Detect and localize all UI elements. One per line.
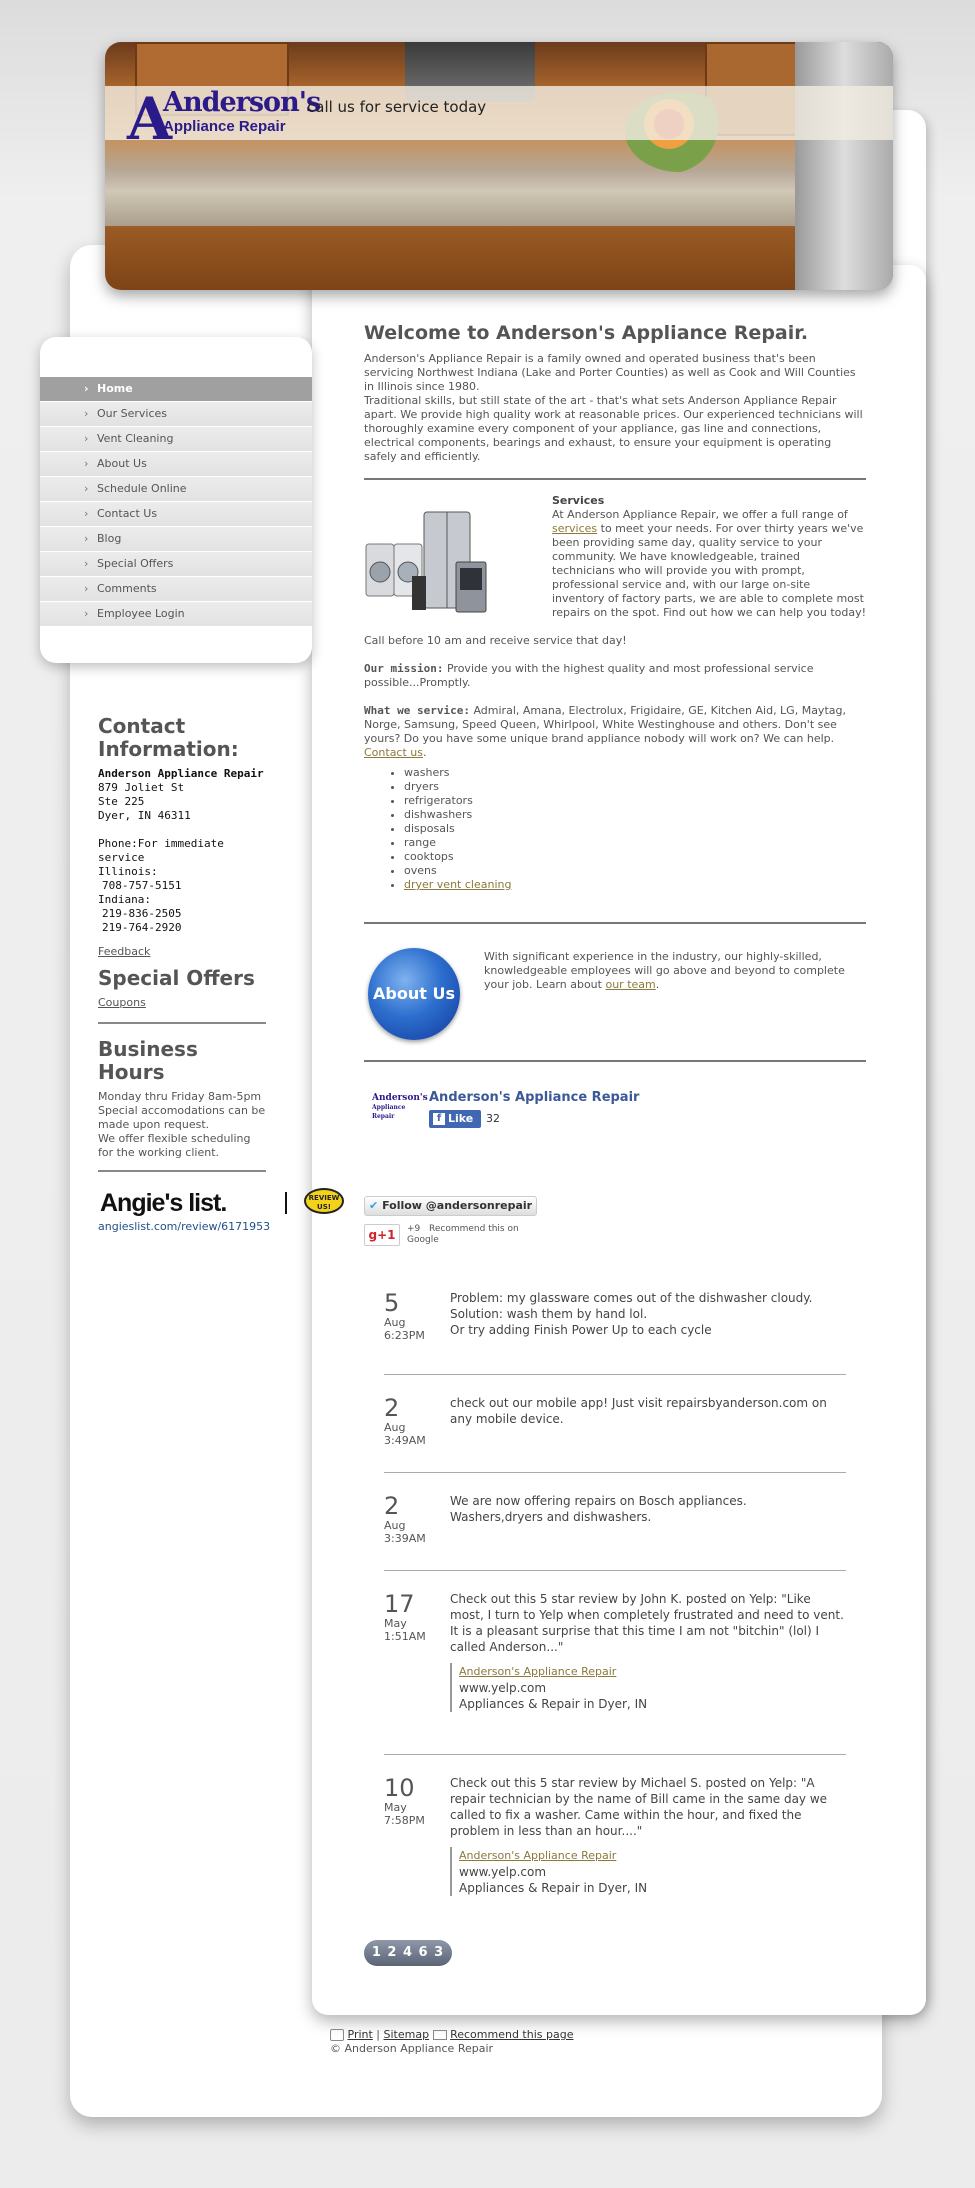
- illinois-phone[interactable]: 708-757-5151: [102, 879, 182, 892]
- call-before-note: Call before 10 am and receive service that day!: [364, 634, 627, 647]
- company-name: Anderson Appliance Repair: [98, 767, 264, 780]
- list-item: 5 Aug 6:23PM Problem: my glassware comes out of the dishwasher cloudy. Solution: wash them by hand lol. Or try adding Finish Power Up to each cycle: [384, 1290, 846, 1375]
- blog-feed: [384, 1290, 846, 1915]
- mission-label: Our mission:: [364, 662, 444, 675]
- pagination[interactable]: 1 2 4 6 3: [364, 1940, 452, 1966]
- address-line-2: Ste 225: [98, 795, 145, 808]
- nav-item-special-offers[interactable]: › Special Offers: [40, 552, 312, 577]
- business-hours-title: Business Hours: [98, 1037, 198, 1084]
- content-divider: [364, 478, 866, 480]
- print-icon: [330, 2029, 344, 2041]
- list-item: • disposals: [404, 822, 866, 836]
- list-item: • washers: [404, 766, 866, 780]
- services-link[interactable]: services: [552, 522, 598, 535]
- about-text: With significant experience in the industry, our highly-skilled, knowledgeable employees will go above and beyond to complete your job. Learn about: [484, 950, 845, 991]
- site-header: [105, 42, 893, 290]
- we-service-label: What we service:: [364, 704, 470, 717]
- illinois-label: Illinois:: [98, 865, 158, 878]
- contact-us-link[interactable]: Contact us: [364, 746, 423, 759]
- list-item: • range: [404, 836, 866, 850]
- address-line-3: Dyer, IN 46311: [98, 809, 191, 822]
- our-team-link[interactable]: our team: [605, 978, 656, 991]
- yelp-business-link[interactable]: Anderson's Appliance Repair: [459, 1665, 617, 1678]
- services-text-post: to meet your needs. For over thirty years we've been providing same day, quality service to your community. We have knowledgeable, trained technicians who will provide you with prompt, professional service and, with our large on-site inventory of factory parts, we are able to complete most repairs on the spot. Find out how we can help you today!: [552, 522, 866, 619]
- indiana-label: Indiana:: [98, 893, 151, 906]
- list-item: • dishwashers: [404, 808, 866, 822]
- main-content: Welcome to Anderson's Appliance Repair. Anderson's Appliance Repair is a family owned and operated business that's been servicing Northwest Indiana (Lake and Porter Counties) as well as Cook and Will Counties in Illinois since 1980. Traditional skills, but still state of the art - that's what sets Anderson Appliance Repair apart. We provide high quality work at reasonable prices. Our experienced technicians will thoroughly examine every component of your appliance, gas line and connections, electrical components, bearings and exhaust, to ensure your equipment is operating safely and efficiently. Services At Anderson Appliance Repair, we offer a full range of services to meet your needs. For over thirty years we've been providing same day, quality service to your community. We have knowledgeable, trained technicians who will provide you with prompt, professional service and, with our large on-site inventory of factory parts, we are able to complete most repairs on the spot. Find out how we can help you today! Call before 10 am and receive service that day! Our mission: Provide you with the highest quality and most professional service possible...Promptly. What we service: Admiral, Amana, Electrolux, Frigidaire, GE, Kitchen Aid, LG, Maytag, Norge, Samsung, Speed Queen, Whirlpool, White Westinghouse and others. Don't see yours? Do you have some unique brand appliance nobody will work on? We can help. Contact us. • washers • dryers • refrigerators • dishwashers • disposals • range • cooktops • ovens • dryer vent cleaning About Us With significant experience in the industry, our highly-skilled, knowledgeable employees will go above and beyond to complete your job. Learn about our team. Anderson's Appliance Repair Anderson's Appliance Repair f Like 32 ✔ Follow @andersonrepair g+1 +9 Recommend this on Google: [364, 322, 866, 1254]
- about-us-badge[interactable]: [368, 948, 460, 1040]
- google-plus-button[interactable]: g+1: [364, 1224, 400, 1246]
- nav-item-comments[interactable]: › Comments: [40, 577, 312, 602]
- indiana-phone-1[interactable]: 219-836-2505: [102, 907, 182, 920]
- about-us-badge-label: About Us: [373, 984, 455, 1003]
- nav-item-employee-login[interactable]: › Employee Login: [40, 602, 312, 627]
- hours-line-3: We offer flexible scheduling for the working client.: [98, 1132, 251, 1159]
- post-date: 2 Aug 3:49AM: [384, 1394, 426, 1447]
- list-item: • dryers: [404, 780, 866, 794]
- sidebar-divider: [98, 1022, 266, 1024]
- yelp-business-link[interactable]: Anderson's Appliance Repair: [459, 1849, 617, 1862]
- envelope-icon: [433, 2030, 447, 2040]
- sidebar-divider: [98, 1170, 266, 1172]
- facebook-icon: f: [433, 1113, 445, 1125]
- facebook-like-button[interactable]: f Like: [429, 1110, 481, 1128]
- site-logo[interactable]: A Anderson's Appliance Repair: [127, 85, 321, 153]
- service-list: [364, 766, 866, 892]
- content-divider: [364, 1060, 866, 1062]
- nav-panel: [40, 337, 312, 663]
- nav-item-our-services[interactable]: › Our Services: [40, 402, 312, 427]
- content-divider: [364, 922, 866, 924]
- facebook-page-name[interactable]: Anderson's Appliance Repair: [429, 1090, 640, 1105]
- feedback-link[interactable]: Feedback: [98, 945, 151, 958]
- nav-item-contact-us[interactable]: › Contact Us: [40, 502, 312, 527]
- nav-item-schedule-online[interactable]: › Schedule Online: [40, 477, 312, 502]
- list-item: 2 Aug 3:49AM check out our mobile app! Just visit repairsbyanderson.com on any mobile device.: [384, 1395, 846, 1473]
- nav-item-home[interactable]: › Home: [40, 377, 312, 402]
- hours-line-1: Monday thru Friday 8am-5pm: [98, 1090, 262, 1103]
- page-title: Welcome to Anderson's Appliance Repair.: [364, 322, 809, 344]
- twitter-icon: ✔: [369, 1199, 379, 1212]
- list-item: • cooktops: [404, 850, 866, 864]
- appliances-icon: [364, 508, 489, 618]
- google-plus-count: +9: [407, 1224, 421, 1234]
- facebook-page-logo: Anderson's Appliance Repair: [372, 1093, 428, 1120]
- phone-label: Phone:For immediate service: [98, 837, 224, 864]
- special-offers-title: Special Offers: [98, 966, 255, 990]
- services-section: [364, 494, 866, 634]
- print-link[interactable]: Print: [347, 2028, 373, 2041]
- angies-list-logo: Angie's list.: [100, 1189, 227, 1217]
- list-item: • refrigerators: [404, 794, 866, 808]
- post-date: 2 Aug 3:39AM: [384, 1492, 426, 1545]
- appliances-image: [364, 508, 489, 623]
- yelp-quote: Anderson's Appliance Repair www.yelp.com Appliances & Repair in Dyer, IN: [450, 1847, 846, 1896]
- intro-paragraph-2: Traditional skills, but still state of the art - that's what sets Anderson Appliance Repair apart. We provide high quality work at reasonable prices. Our experienced technicians will thoroughly examine every component of your appliance, gas line and connections, electrical components, bearings and exhaust, to ensure your equipment is operating safely and efficiently.: [364, 394, 863, 463]
- sitemap-link[interactable]: Sitemap: [383, 2028, 430, 2041]
- list-item: 2 Aug 3:39AM We are now offering repairs on Bosch appliances. Washers,dryers and dishwashers.: [384, 1493, 846, 1571]
- dryer-vent-link[interactable]: dryer vent cleaning: [404, 878, 512, 891]
- about-section: About Us With significant experience in the industry, our highly-skilled, knowledgeable employees will go above and beyond to complete your job. Learn about our team.: [364, 948, 866, 1044]
- we-service-text: Admiral, Amana, Electrolux, Frigidaire, GE, Kitchen Aid, LG, Maytag, Norge, Samsung, Speed Queen, Whirlpool, White Westinghouse and others. Don't see yours? Do you have some unique brand appliance nobody will work on? We can help.: [364, 704, 846, 745]
- recommend-link[interactable]: Recommend this page: [450, 2028, 574, 2041]
- angies-list-badge[interactable]: [100, 1186, 352, 1220]
- copyright: © Anderson Appliance Repair: [330, 2042, 494, 2055]
- yelp-quote: Anderson's Appliance Repair www.yelp.com Appliances & Repair in Dyer, IN: [450, 1663, 846, 1712]
- site-footer: Print | Sitemap Recommend this page © Anderson Appliance Repair: [330, 2028, 574, 2055]
- coupons-link[interactable]: Coupons: [98, 996, 146, 1009]
- facebook-widget: [364, 1086, 866, 1196]
- google-plus-text: Recommend this on Google: [407, 1224, 519, 1245]
- indiana-phone-2[interactable]: 219-764-2920: [102, 921, 182, 934]
- hours-line-2: Special accomodations can be made upon request.: [98, 1104, 266, 1131]
- main-nav: [40, 377, 312, 627]
- post-date: 17 May 1:51AM: [384, 1590, 426, 1643]
- twitter-follow-button[interactable]: ✔ Follow @andersonrepair: [364, 1196, 537, 1216]
- contact-title: Contact Information:: [98, 714, 239, 761]
- services-text-pre: At Anderson Appliance Repair, we offer a full range of: [552, 508, 848, 521]
- sidebar: [98, 714, 340, 1233]
- logo-name: Anderson's: [163, 87, 321, 118]
- header-tagline: call us for service today: [307, 98, 487, 116]
- list-item: 10 May 7:58PM Check out this 5 star review by Michael S. posted on Yelp: "A repair technician by the name of Bill came in the same day we called to fix a washer. Came within the hour, and fixed the problem in less than an hour...." Anderson's Appliance Repair www.yelp.com Appliances & Repair in Dyer, IN: [384, 1775, 846, 1915]
- logo-subtitle: Appliance Repair: [163, 118, 286, 135]
- angies-list-link[interactable]: angieslist.com/review/6171953: [98, 1220, 271, 1233]
- list-item: 17 May 1:51AM Check out this 5 star review by John K. posted on Yelp: "Like most, I turn to Yelp when completely frustrated and need to vent. It is a pleasant surprise that this time I am not "bitchin" (lol) I called Anderson..." Anderson's Appliance Repair www.yelp.com Appliances & Repair in Dyer, IN: [384, 1591, 846, 1755]
- nav-item-blog[interactable]: › Blog: [40, 527, 312, 552]
- address-line-1: 879 Joliet St: [98, 781, 185, 794]
- google-plus-widget: [364, 1224, 866, 1254]
- nav-item-about-us[interactable]: › About Us: [40, 452, 312, 477]
- intro-paragraph-1: Anderson's Appliance Repair is a family owned and operated business that's been servicing Northwest Indiana (Lake and Porter Counties) as well as Cook and Will Counties in Illinois since 1980.: [364, 352, 856, 393]
- review-us-badge: REVIEW US!: [304, 1188, 344, 1214]
- facebook-like-count: 32: [486, 1112, 500, 1125]
- post-date: 5 Aug 6:23PM: [384, 1289, 425, 1342]
- nav-item-vent-cleaning[interactable]: › Vent Cleaning: [40, 427, 312, 452]
- services-title: Services: [552, 494, 605, 507]
- mission-text: Provide you with the highest quality and most professional service possible...Promptly.: [364, 662, 814, 689]
- list-item: • ovens: [404, 864, 866, 878]
- post-date: 10 May 7:58PM: [384, 1774, 425, 1827]
